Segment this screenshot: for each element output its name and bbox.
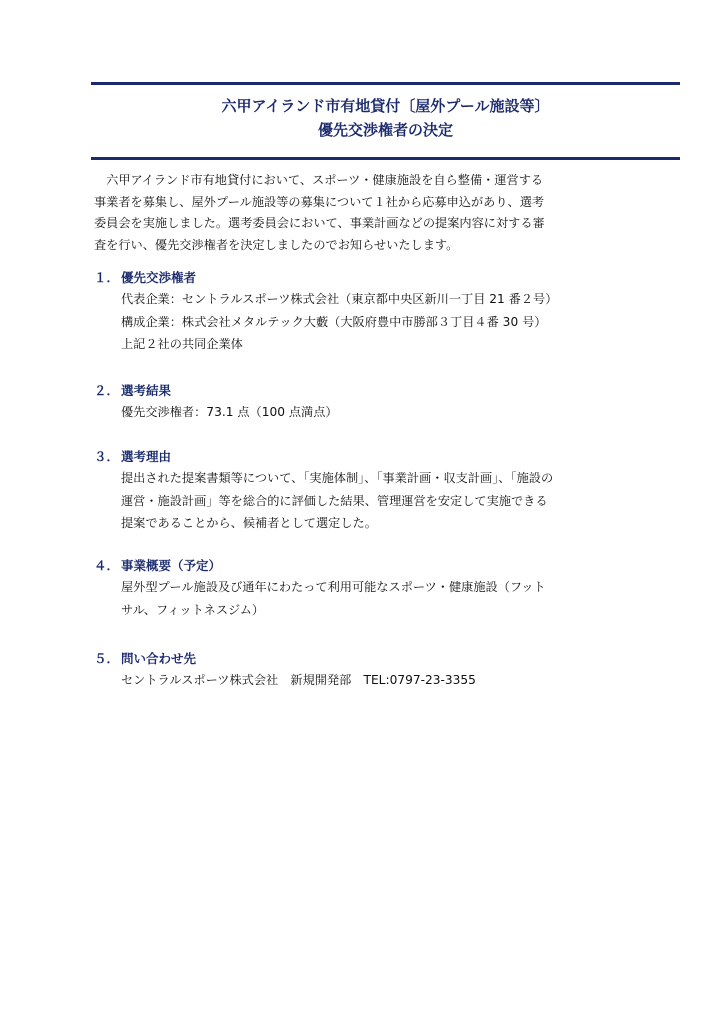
intro-line: 査を行い、優先交渉権者を決定しましたのでお知らせいたします。	[94, 237, 459, 252]
section-line: 屋外型プール施設及び通年にわたって利用可能なスポーツ・健康施設（フット	[121, 580, 546, 594]
section-line: 上記２社の共同企業体	[121, 337, 243, 351]
section-line: サル、フィットネスジム）	[121, 602, 265, 617]
title-bottom-rule	[91, 157, 680, 160]
section-number: ３．	[94, 449, 120, 464]
section-line: セントラルスポーツ株式会社 新規開発部 TEL:0797-23-3355	[121, 673, 476, 687]
section-heading-text: 選考理由	[121, 449, 172, 464]
section-number: １．	[94, 270, 120, 285]
title-top-rule	[91, 82, 680, 85]
section-heading	[94, 447, 654, 467]
section-heading	[94, 556, 654, 576]
section-line: 提出された提案書類等について、「実施体制」、「事業計画・収支計画」、「施設の	[121, 471, 554, 485]
title-line-2: 優先交渉権者の決定	[317, 121, 453, 139]
section-body	[94, 577, 654, 621]
section-heading	[94, 268, 654, 288]
section-line: 運営・施設計画」等を総合的に評価した結果、管理運営を安定して実施できる	[121, 493, 548, 508]
section-heading-text: 事業概要（予定）	[121, 558, 222, 573]
section-selection-reason	[94, 447, 654, 535]
intro-line: 六甲アイランド市有地貸付において、スポーツ・健康施設を自ら整備・運営する	[94, 173, 544, 187]
section-number: ５．	[94, 651, 120, 666]
intro-paragraph	[94, 170, 654, 256]
section-preferred-negotiator	[94, 268, 654, 356]
document-title	[91, 94, 680, 142]
section-body	[94, 402, 654, 424]
section-heading-text: 優先交渉権者	[121, 270, 197, 285]
section-body	[94, 670, 654, 692]
section-heading-text: 選考結果	[121, 383, 172, 398]
section-line: 優先交渉権者：73.1 点（100 点満点）	[121, 405, 338, 419]
title-line-1: 六甲アイランド市有地貸付〔屋外プール施設等〕	[221, 97, 550, 115]
intro-line: 委員会を実施しました。選考委員会において、事業計画などの提案内容に対する審	[94, 216, 545, 230]
section-project-overview	[94, 556, 654, 621]
section-number: ４．	[94, 558, 120, 573]
section-body	[94, 468, 654, 535]
section-line: 構成企業：株式会社メタルテック大藪（大阪府豊中市勝部３丁目４番 30 号）	[121, 314, 547, 329]
intro-line: 事業者を募集し、屋外プール施設等の募集について１社から応募申込があり、選考	[94, 194, 545, 209]
section-heading-text: 問い合わせ先	[121, 651, 197, 666]
section-number: ２．	[94, 383, 120, 398]
section-body	[94, 289, 654, 356]
section-contact	[94, 649, 654, 692]
section-heading	[94, 381, 654, 401]
section-line: 代表企業：セントラルスポーツ株式会社（東京都中央区新川一丁目 21 番２号）	[121, 292, 558, 306]
section-line: 提案であることから、候補者として選定した。	[121, 516, 377, 530]
section-selection-result	[94, 381, 654, 424]
section-heading	[94, 649, 654, 669]
